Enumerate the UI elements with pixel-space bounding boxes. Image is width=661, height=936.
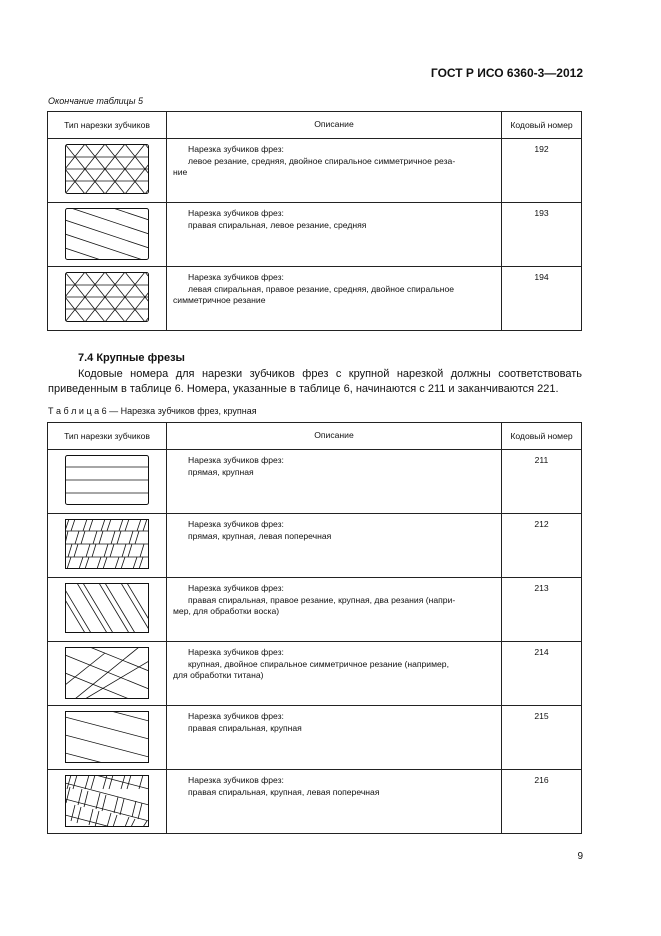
- table-row: [48, 267, 582, 331]
- description-line: правая спиральная, правое резание, крупная, два резания (напри-: [188, 594, 456, 605]
- table6-caption: Т а б л и ц а 6 — Нарезка зубчиков фрез, крупная: [48, 406, 257, 416]
- description-line: для обработки титана): [173, 670, 264, 680]
- section-heading: 7.4 Крупные фрезы: [78, 352, 185, 364]
- right-spiral-two-cut-pattern-icon: [65, 583, 149, 633]
- col-header-type: Тип нарезки зубчиков: [48, 112, 167, 139]
- code-value: 215: [534, 711, 549, 721]
- description-line: симметричное резание: [173, 295, 266, 305]
- description-line: правая спиральная, крупная: [188, 722, 302, 733]
- pattern-cell: [48, 642, 167, 706]
- description-line: левая спиральная, правое резание, средняя, двойное спиральное: [188, 283, 455, 294]
- right-spiral-coarse-pattern-icon: [65, 711, 149, 763]
- code-value: 214: [534, 647, 549, 657]
- pattern-cell: [48, 706, 167, 770]
- description-line: прямая, крупная: [188, 466, 254, 477]
- description-cell: [167, 139, 502, 203]
- code-cell: [502, 578, 582, 642]
- code-value: 212: [534, 519, 549, 529]
- code-cell: [502, 770, 582, 834]
- code-cell: [502, 139, 582, 203]
- col-header-description: Описание: [167, 423, 502, 450]
- description-title: Нарезка зубчиков фрез:: [188, 711, 284, 721]
- code-value: 211: [534, 455, 549, 465]
- double-spiral-coarse-pattern-icon: [65, 647, 149, 699]
- description-title: Нарезка зубчиков фрез:: [188, 272, 284, 282]
- pattern-cell: [48, 139, 167, 203]
- pattern-cell: [48, 450, 167, 514]
- description-title: Нарезка зубчиков фрез:: [188, 775, 284, 785]
- table5-header-row: [48, 112, 582, 139]
- code-cell: [502, 203, 582, 267]
- page-number: 9: [577, 851, 583, 862]
- double-spiral-pattern-icon: [65, 272, 149, 322]
- table5-caption: Окончание таблицы 5: [48, 96, 143, 106]
- description-title: Нарезка зубчиков фрез:: [188, 519, 284, 529]
- col-header-type: Тип нарезки зубчиков: [48, 423, 167, 450]
- description-title: Нарезка зубчиков фрез:: [188, 583, 284, 593]
- pattern-cell: [48, 203, 167, 267]
- description-line: прямая, крупная, левая поперечная: [188, 530, 332, 541]
- table6: [47, 422, 582, 834]
- pattern-cell: [48, 578, 167, 642]
- table-row: [48, 706, 582, 770]
- pattern-cell: [48, 514, 167, 578]
- code-cell: [502, 267, 582, 331]
- table-row: [48, 139, 582, 203]
- document-header: ГОСТ Р ИСО 6360-3—2012: [430, 66, 583, 80]
- table-row: [48, 578, 582, 642]
- col-header-description: Описание: [167, 112, 502, 139]
- col-header-code: Кодовый номер: [502, 423, 582, 450]
- description-cell: [167, 578, 502, 642]
- description-title: Нарезка зубчиков фрез:: [188, 647, 284, 657]
- table5: [47, 111, 582, 331]
- table6-header-row: [48, 423, 582, 450]
- table-row: [48, 770, 582, 834]
- right-spiral-pattern-icon: [65, 208, 149, 260]
- description-cell: [167, 514, 502, 578]
- description-title: Нарезка зубчиков фрез:: [188, 144, 284, 154]
- col-header-code: Кодовый номер: [502, 112, 582, 139]
- straight-coarse-pattern-icon: [65, 455, 149, 505]
- pattern-cell: [48, 770, 167, 834]
- description-cell: [167, 203, 502, 267]
- code-cell: [502, 450, 582, 514]
- table-row: [48, 203, 582, 267]
- code-value: 192: [534, 144, 549, 154]
- pattern-cell: [48, 267, 167, 331]
- description-line: левое резание, средняя, двойное спиральное симметричное реза-: [188, 155, 456, 166]
- description-line: ние: [173, 167, 188, 177]
- description-cell: [167, 706, 502, 770]
- description-cell: [167, 770, 502, 834]
- table-row: [48, 450, 582, 514]
- description-title: Нарезка зубчиков фрез:: [188, 455, 284, 465]
- code-value: 193: [534, 208, 549, 218]
- description-line: мер, для обработки воска): [173, 606, 280, 616]
- description-line: правая спиральная, крупная, левая поперечная: [188, 786, 380, 797]
- description-cell: [167, 642, 502, 706]
- right-spiral-cross-pattern-icon: [65, 775, 149, 827]
- description-title: Нарезка зубчиков фрез:: [188, 208, 284, 218]
- code-cell: [502, 706, 582, 770]
- table-row: [48, 642, 582, 706]
- table-row: [48, 514, 582, 578]
- description-cell: [167, 267, 502, 331]
- description-line: правая спиральная, левое резание, средняя: [188, 219, 367, 230]
- description-line: крупная, двойное спиральное симметричное резание (например,: [188, 658, 449, 669]
- description-cell: [167, 450, 502, 514]
- code-value: 213: [534, 583, 549, 593]
- double-spiral-pattern-icon: [65, 144, 149, 194]
- code-cell: [502, 642, 582, 706]
- code-value: 216: [534, 775, 549, 785]
- code-value: 194: [534, 272, 549, 282]
- section-paragraph: Кодовые номера для нарезки зубчиков фрез с крупной нарезкой должны соответствовать приведенным в таблице 6. Номера, указанные в таблице 6, начинаются с 211 и заканчиваются 221.: [48, 368, 582, 395]
- straight-cross-pattern-icon: [65, 519, 149, 569]
- code-cell: [502, 514, 582, 578]
